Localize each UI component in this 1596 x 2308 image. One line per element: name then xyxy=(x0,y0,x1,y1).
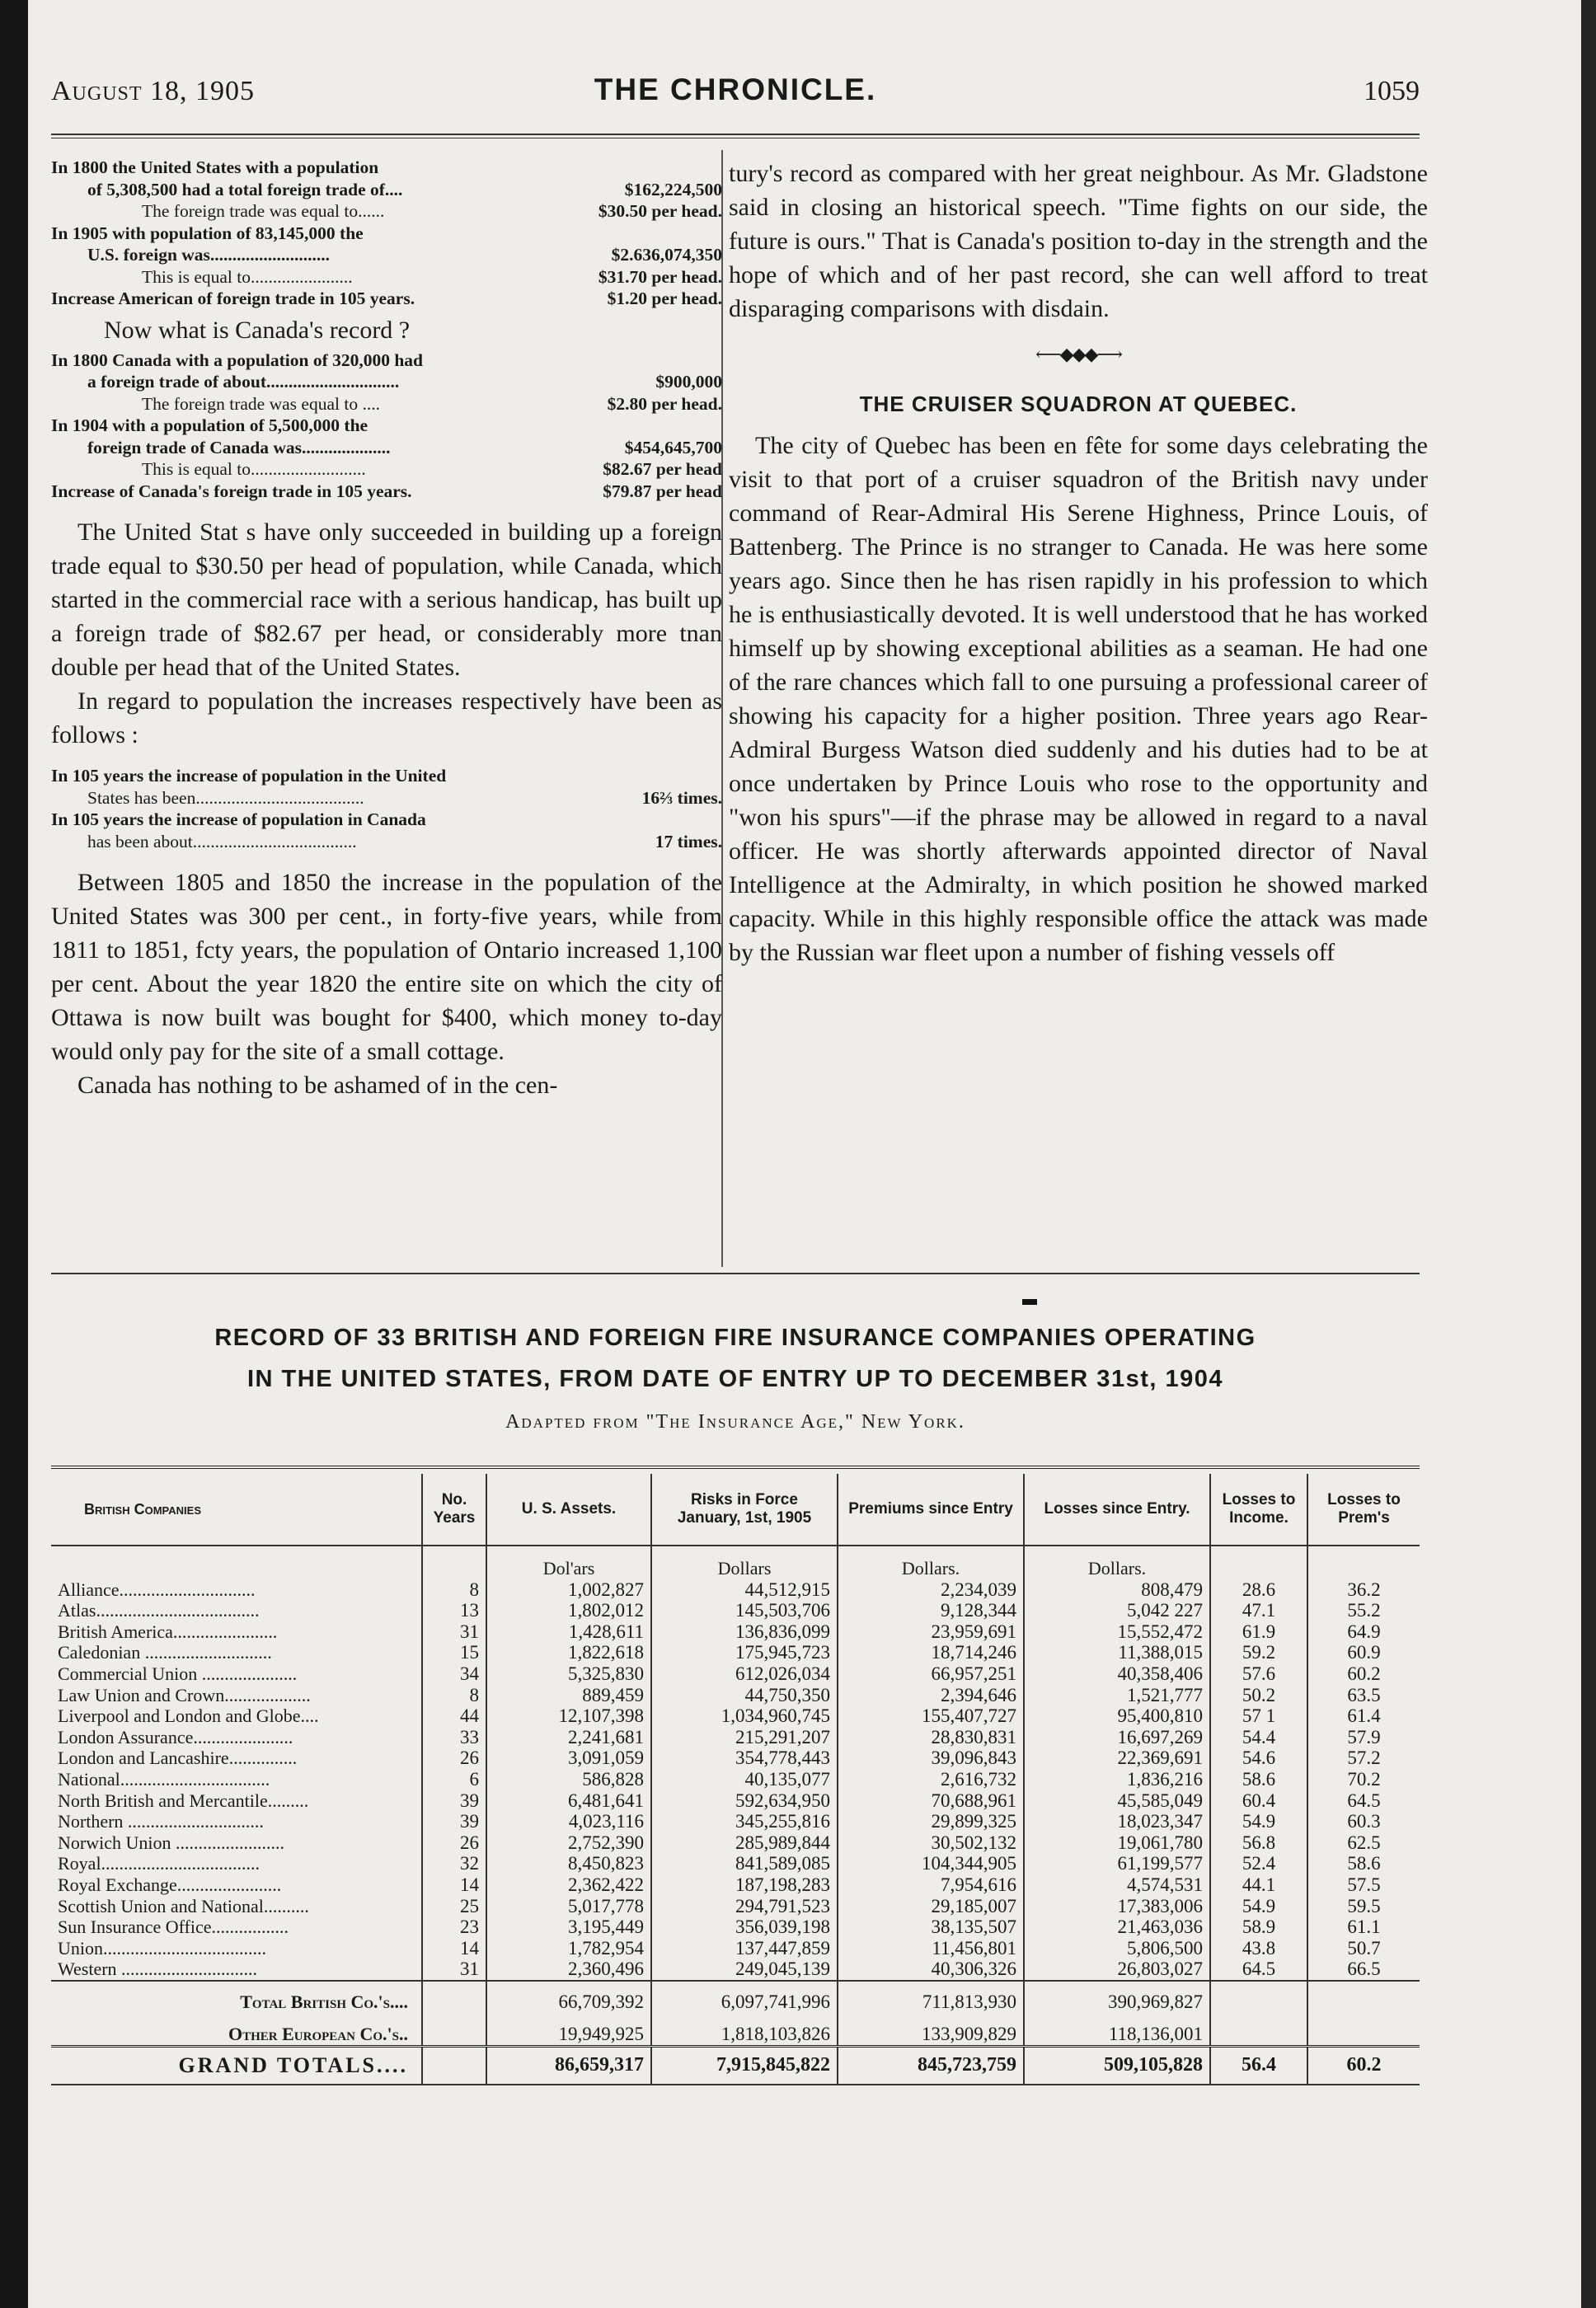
company-name: Royal................................... xyxy=(58,1853,261,1874)
page-right-edge xyxy=(1581,0,1596,2308)
table-cell: 60.3 xyxy=(1307,1811,1420,1832)
unit-label xyxy=(422,1546,486,1579)
statistic-value: $30.50 per head. xyxy=(598,201,722,221)
table-cell: 31 xyxy=(422,1959,486,1981)
unit-label xyxy=(1307,1546,1420,1579)
table-cell: 64.5 xyxy=(1307,1790,1420,1812)
table-title-line-1: RECORD OF 33 BRITISH AND FOREIGN FIRE INSURANCE COMPANIES OPERATING xyxy=(214,1325,1256,1351)
table-cell: 5,042 227 xyxy=(1024,1600,1210,1621)
statistic-line xyxy=(51,157,722,179)
statistic-value: $900,000 xyxy=(655,372,722,392)
table-cell: 44 xyxy=(422,1705,486,1727)
table-cell: 1,002,827 xyxy=(486,1579,651,1601)
table-row xyxy=(51,1916,1420,1938)
statistic-value: 17 times. xyxy=(655,831,722,851)
table-cell: 70,688,961 xyxy=(838,1790,1024,1812)
table-cell: 61.9 xyxy=(1210,1621,1307,1643)
table-row xyxy=(51,1685,1420,1706)
table-cell: 5,017,778 xyxy=(486,1896,651,1917)
statistic-text: foreign trade of Canada was.................... xyxy=(87,437,391,457)
table-row xyxy=(51,1621,1420,1643)
statistic-line xyxy=(51,458,722,481)
table-cell: 15,552,472 xyxy=(1024,1621,1210,1643)
statistic-text: This is equal to.......................... xyxy=(142,459,366,479)
table-cell: 12,107,398 xyxy=(486,1705,651,1727)
table-cell: 1,836,216 xyxy=(1024,1769,1210,1790)
table-cell: 294,791,523 xyxy=(651,1896,838,1917)
statistic-value: $82.67 per head xyxy=(603,459,722,479)
population-statistics xyxy=(51,765,722,852)
table-cell: 187,198,283 xyxy=(651,1874,838,1896)
column-header: U. S. Assets. xyxy=(486,1474,651,1546)
table-cell: 34 xyxy=(422,1663,486,1685)
table-row xyxy=(51,1727,1420,1748)
table-cell: 2,616,732 xyxy=(838,1769,1024,1790)
table-cell: 64.9 xyxy=(1307,1621,1420,1643)
table-cell: 592,634,950 xyxy=(651,1790,838,1812)
table-cell: 54.6 xyxy=(1210,1747,1307,1769)
table-cell: 59.2 xyxy=(1210,1642,1307,1663)
table-cell: 19,061,780 xyxy=(1024,1832,1210,1854)
table-cell: 15 xyxy=(422,1642,486,1663)
company-name: Sun Insurance Office................. xyxy=(58,1916,289,1938)
statistic-line xyxy=(51,179,722,201)
grand-total-cell: 56.4 xyxy=(1210,2047,1307,2085)
table-cell: 58.6 xyxy=(1210,1769,1307,1790)
table-cell: 6,481,641 xyxy=(486,1790,651,1812)
total-cell: 118,136,001 xyxy=(1024,2012,1210,2046)
statistic-value: $162,224,500 xyxy=(624,179,722,199)
table-cell: 9,128,344 xyxy=(838,1600,1024,1621)
table-cell: 841,589,085 xyxy=(651,1853,838,1874)
table-cell: 137,447,859 xyxy=(651,1938,838,1959)
table-row xyxy=(51,1579,1420,1601)
table-cell: 16,697,269 xyxy=(1024,1727,1210,1748)
statistic-text: a foreign trade of about.............................. xyxy=(87,372,400,392)
table-cell: 40,358,406 xyxy=(1024,1663,1210,1685)
table-row xyxy=(51,1811,1420,1832)
empty-cell xyxy=(422,2012,486,2046)
table-cell: 175,945,723 xyxy=(651,1642,838,1663)
table-cell: 7,954,616 xyxy=(838,1874,1024,1896)
table-cell: 354,778,443 xyxy=(651,1747,838,1769)
table-cell: 60.2 xyxy=(1307,1663,1420,1685)
statistic-text: has been about..................................... xyxy=(87,831,357,851)
total-label: Other European Co.'s.. xyxy=(228,2024,408,2045)
statistic-text: In 105 years the increase of population in Canada xyxy=(51,809,426,829)
statistic-text: of 5,308,500 had a total foreign trade of.... xyxy=(87,179,403,199)
table-cell: 70.2 xyxy=(1307,1769,1420,1790)
table-cell: 8 xyxy=(422,1579,486,1601)
table-row xyxy=(51,1663,1420,1685)
statistic-text: In 1905 with population of 83,145,000 the xyxy=(51,223,364,243)
table-cell: 26 xyxy=(422,1832,486,1854)
table-cell: 285,989,844 xyxy=(651,1832,838,1854)
statistic-line xyxy=(51,349,722,372)
table-cell: 60.9 xyxy=(1307,1642,1420,1663)
table-cell: 1,428,611 xyxy=(486,1621,651,1643)
table-cell: 249,045,139 xyxy=(651,1959,838,1981)
statistic-line xyxy=(51,266,722,288)
table-cell: 2,241,681 xyxy=(486,1727,651,1748)
table-cell: 50.7 xyxy=(1307,1938,1420,1959)
column-header: Premiums since Entry xyxy=(838,1474,1024,1546)
table-cell: 66,957,251 xyxy=(838,1663,1024,1685)
table-cell: 13 xyxy=(422,1600,486,1621)
total-label: Total British Co.'s.... xyxy=(51,1981,422,2013)
issue-date: August 18, 1905 xyxy=(51,76,256,106)
table-cell: 2,394,646 xyxy=(838,1685,1024,1706)
page-binding-edge xyxy=(0,0,28,2308)
table-cell: 58.9 xyxy=(1210,1916,1307,1938)
statistic-line xyxy=(51,831,722,853)
table-cell: 44,750,350 xyxy=(651,1685,838,1706)
table-cell: 18,714,246 xyxy=(838,1642,1024,1663)
table-cell: 56.8 xyxy=(1210,1832,1307,1854)
company-name: Atlas.................................... xyxy=(58,1600,260,1621)
table-cell: 44.1 xyxy=(1210,1874,1307,1896)
grand-total-cell: 60.2 xyxy=(1307,2047,1420,2085)
table-cell: 26,803,027 xyxy=(1024,1959,1210,1981)
section-rule xyxy=(51,1273,1420,1274)
statistic-value: 16⅔ times. xyxy=(641,787,722,808)
table-cell: 28,830,831 xyxy=(838,1727,1024,1748)
publication-title: THE CHRONICLE. xyxy=(594,73,877,106)
table-cell: 2,752,390 xyxy=(486,1832,651,1854)
canada-closing-paragraph: Canada has nothing to be ashamed of in the cen- xyxy=(77,1072,558,1099)
table-cell: 29,185,007 xyxy=(838,1896,1024,1917)
unit-label: Dollars. xyxy=(838,1546,1024,1579)
empty-cell xyxy=(422,2047,486,2085)
table-cell: 33 xyxy=(422,1727,486,1748)
cruiser-article-paragraph: The city of Quebec has been en fête for some days celebrating the visit to that port of a cruiser squadron of the British navy under command of Rear-Admiral His Serene Highness, Prince Louis, of Battenberg. The Prince is no stranger to Canada. He was here some years ago. Since then he has risen rapidly in his profession to which he is enthusiastically devoted. It is well understood that he has worked himself up by showing exceptional abilities as a seaman. He had one of the rare chances which fall to one pursuing a professional career of showing his capacity for a higher position. Three years ago Rear-Admiral Burgess Watson died suddenly and his duties had to be at once undertaken by Prince Louis who rose to the opportunity and "won his spurs"—if the phrase may be allowed in regard to a naval officer. He was shortly afterwards appointed director of Naval Intelligence at the Admiralty, in which position he showed marked capacity. While in this highly responsible office the attack was made by the Russian war fleet upon a number of fishing vessels off xyxy=(729,432,1428,966)
table-cell: 62.5 xyxy=(1307,1832,1420,1854)
table-top-rule xyxy=(51,1466,1420,1471)
table-cell: 155,407,727 xyxy=(838,1705,1024,1727)
table-row xyxy=(51,1959,1420,1981)
statistic-text: The foreign trade was equal to...... xyxy=(142,201,385,221)
company-name: British America....................... xyxy=(58,1621,278,1642)
unit-label: Dollars. xyxy=(1024,1546,1210,1579)
table-cell: 136,836,099 xyxy=(651,1621,838,1643)
table-cell: 1,822,618 xyxy=(486,1642,651,1663)
table-cell: 345,255,816 xyxy=(651,1811,838,1832)
table-row xyxy=(51,1600,1420,1621)
table-cell: 57.9 xyxy=(1307,1727,1420,1748)
statistic-line xyxy=(51,765,722,787)
table-row xyxy=(51,1853,1420,1874)
table-cell: 2,362,422 xyxy=(486,1874,651,1896)
company-name: Northern .............................. xyxy=(58,1811,264,1832)
column-header: Losses to Income. xyxy=(1210,1474,1307,1546)
column-header: Losses since Entry. xyxy=(1024,1474,1210,1546)
table-cell: 55.2 xyxy=(1307,1600,1420,1621)
statistic-value: $2.80 per head. xyxy=(607,393,722,414)
page-header xyxy=(51,73,1420,124)
table-cell: 2,234,039 xyxy=(838,1579,1024,1601)
table-cell: 57.5 xyxy=(1307,1874,1420,1896)
grand-total-cell: 509,105,828 xyxy=(1024,2047,1210,2085)
unit-label: Dol'ars xyxy=(486,1546,651,1579)
grand-total-cell: 86,659,317 xyxy=(486,2047,651,2085)
company-name: Alliance.............................. xyxy=(58,1579,256,1600)
table-cell: 8,450,823 xyxy=(486,1853,651,1874)
table-cell: 30,502,132 xyxy=(838,1832,1024,1854)
table-row xyxy=(51,1642,1420,1663)
statistic-line xyxy=(51,244,722,266)
column-header: No. Years xyxy=(422,1474,486,1546)
printer-mark xyxy=(1022,1299,1037,1305)
table-cell: 3,195,449 xyxy=(486,1916,651,1938)
table-row xyxy=(51,1790,1420,1812)
left-column xyxy=(51,157,722,1102)
company-name: North British and Mercantile......... xyxy=(58,1790,309,1811)
column-header: British Companies xyxy=(51,1474,422,1546)
table-cell: 32 xyxy=(422,1853,486,1874)
statistic-text: States has been...................................... xyxy=(87,787,364,808)
grand-total-label: GRAND TOTALS.... xyxy=(51,2047,422,2085)
statistic-line xyxy=(51,393,722,415)
table-cell: 59.5 xyxy=(1307,1896,1420,1917)
statistic-line xyxy=(51,371,722,393)
table-header-row xyxy=(51,1474,1420,1546)
total-cell: 6,097,741,996 xyxy=(651,1981,838,2013)
table-cell: 14 xyxy=(422,1938,486,1959)
table-cell: 104,344,905 xyxy=(838,1853,1024,1874)
table-cell: 40,306,326 xyxy=(838,1959,1024,1981)
company-name: Scottish Union and National.......... xyxy=(58,1895,309,1916)
total-row xyxy=(51,1981,1420,2013)
statistic-text: This is equal to....................... xyxy=(142,266,353,287)
company-name: National................................. xyxy=(58,1768,270,1790)
table-cell: 45,585,049 xyxy=(1024,1790,1210,1812)
table-cell: 356,039,198 xyxy=(651,1916,838,1938)
header-rule xyxy=(51,134,1420,138)
total-cell xyxy=(1307,1981,1420,2013)
statistic-text: Increase of Canada's foreign trade in 105 years. xyxy=(51,481,412,501)
statistic-value: $31.70 per head. xyxy=(598,266,722,287)
table-cell: 808,479 xyxy=(1024,1579,1210,1601)
statistic-line xyxy=(51,200,722,223)
table-cell: 145,503,706 xyxy=(651,1600,838,1621)
total-cell: 711,813,930 xyxy=(838,1981,1024,2013)
table-cell: 23,959,691 xyxy=(838,1621,1024,1643)
table-cell: 57 1 xyxy=(1210,1705,1307,1727)
statistic-line xyxy=(51,415,722,437)
table-title xyxy=(51,1317,1420,1400)
table-cell: 61,199,577 xyxy=(1024,1853,1210,1874)
column-header: Risks in Force January, 1st, 1905 xyxy=(651,1474,838,1546)
table-cell: 44,512,915 xyxy=(651,1579,838,1601)
table-row xyxy=(51,1769,1420,1790)
continuation-paragraph: tury's record as compared with her great neighbour. As Mr. Gladstone said in closing an historical speech. "Time fights on our side, the future is ours." That is Canada's position to-day in the strength and the hope of which and of her past record, she can well afford to treat disparaging comparisons with disdain. xyxy=(729,160,1428,322)
statistic-value: $2.636,074,350 xyxy=(611,245,722,265)
company-name: Liverpool and London and Globe.... xyxy=(58,1705,319,1727)
table-cell: 21,463,036 xyxy=(1024,1916,1210,1938)
total-cell xyxy=(1210,1981,1307,2013)
table-row xyxy=(51,1874,1420,1896)
statistic-text: The foreign trade was equal to .... xyxy=(142,393,380,414)
table-cell: 95,400,810 xyxy=(1024,1705,1210,1727)
statistic-text: In 1904 with a population of 5,500,000 the xyxy=(51,415,368,435)
table-cell: 26 xyxy=(422,1747,486,1769)
total-cell xyxy=(1210,2012,1307,2046)
table-cell: 17,383,006 xyxy=(1024,1896,1210,1917)
canada-trade-statistics xyxy=(51,349,722,503)
table-cell: 28.6 xyxy=(1210,1579,1307,1601)
statistic-line xyxy=(51,481,722,503)
company-name: Law Union and Crown................... xyxy=(58,1684,311,1705)
page-number: 1059 xyxy=(1364,76,1420,106)
company-name: Commercial Union ..................... xyxy=(58,1663,298,1684)
grand-total-cell: 845,723,759 xyxy=(838,2047,1024,2085)
table-cell: 1,802,012 xyxy=(486,1600,651,1621)
table-cell: 22,369,691 xyxy=(1024,1747,1210,1769)
table-source: Adapted from "The Insurance Age," New York. xyxy=(505,1411,965,1433)
population-intro-paragraph: In regard to population the increases respectively have been as follows : xyxy=(51,687,722,748)
empty-cell xyxy=(422,1981,486,2013)
trade-comparison-paragraph: The United Stat s have only succeeded in building up a foreign trade equal to $30.50 per head of population, while Canada, which started in the commercial race with a serious handicap, has built up a foreign trade of $82.67 per head, or considerably more tnan double per head that of the United States. xyxy=(51,518,722,681)
table-cell: 40,135,077 xyxy=(651,1769,838,1790)
table-cell: 3,091,059 xyxy=(486,1747,651,1769)
table-cell: 5,806,500 xyxy=(1024,1938,1210,1959)
table-cell: 25 xyxy=(422,1896,486,1917)
table-cell: 36.2 xyxy=(1307,1579,1420,1601)
table-cell: 14 xyxy=(422,1874,486,1896)
grand-total-cell: 7,915,845,822 xyxy=(651,2047,838,2085)
table-cell: 5,325,830 xyxy=(486,1663,651,1685)
table-cell: 11,388,015 xyxy=(1024,1642,1210,1663)
table-cell: 43.8 xyxy=(1210,1938,1307,1959)
table-cell: 23 xyxy=(422,1916,486,1938)
table-cell: 8 xyxy=(422,1685,486,1706)
table-cell: 61.4 xyxy=(1307,1705,1420,1727)
table-cell: 6 xyxy=(422,1769,486,1790)
statistic-text: Increase American of foreign trade in 105 years. xyxy=(51,288,415,308)
total-cell xyxy=(1307,2012,1420,2046)
table-cell: 52.4 xyxy=(1210,1853,1307,1874)
table-row xyxy=(51,1896,1420,1917)
table-title-line-2: IN THE UNITED STATES, FROM DATE OF ENTRY UP TO DECEMBER 31st, 1904 xyxy=(247,1366,1223,1392)
company-name: Royal Exchange....................... xyxy=(58,1874,282,1895)
table-cell: 889,459 xyxy=(486,1685,651,1706)
table-cell: 50.2 xyxy=(1210,1685,1307,1706)
table-cell: 54.9 xyxy=(1210,1811,1307,1832)
table-cell: 11,456,801 xyxy=(838,1938,1024,1959)
right-column xyxy=(729,157,1428,969)
statistic-line xyxy=(51,437,722,459)
company-name: Union.................................... xyxy=(58,1937,266,1959)
grand-total-row xyxy=(51,2047,1420,2085)
canada-record-question: Now what is Canada's record ? xyxy=(104,316,411,344)
table-cell: 63.5 xyxy=(1307,1685,1420,1706)
statistic-text: In 1800 the United States with a population xyxy=(51,157,379,177)
total-cell: 390,969,827 xyxy=(1024,1981,1210,2013)
table-cell: 54.9 xyxy=(1210,1896,1307,1917)
cruiser-article-title: THE CRUISER SQUADRON AT QUEBEC. xyxy=(859,392,1298,416)
population-history-paragraph: Between 1805 and 1850 the increase in the population of the United States was 300 per cent., in forty-five years, while from 1811 to 1851, fcty years, the population of Ontario increased 1,100 per cent. About the year 1820 the entire site on which the city of Ottawa is now built was bought for $400, which money to-day would only pay for the site of a small cottage. xyxy=(51,869,722,1065)
table-cell: 1,034,960,745 xyxy=(651,1705,838,1727)
unit-label: Dollars xyxy=(651,1546,838,1579)
table-cell: 612,026,034 xyxy=(651,1663,838,1685)
company-name: Norwich Union ........................ xyxy=(58,1832,284,1853)
table-row xyxy=(51,1747,1420,1769)
statistic-value: $454,645,700 xyxy=(624,437,722,457)
table-cell: 38,135,507 xyxy=(838,1916,1024,1938)
table-cell: 1,521,777 xyxy=(1024,1685,1210,1706)
company-name: London and Lancashire............... xyxy=(58,1747,298,1769)
statistic-value: $1.20 per head. xyxy=(607,288,722,308)
table-cell: 54.4 xyxy=(1210,1727,1307,1748)
table-cell: 18,023,347 xyxy=(1024,1811,1210,1832)
statistic-line xyxy=(51,288,722,310)
insurance-record-table xyxy=(51,1474,1420,2085)
section-ornament: ⟵◆◆◆⟶ xyxy=(1035,344,1121,364)
statistic-line xyxy=(51,223,722,245)
table-cell: 586,828 xyxy=(486,1769,651,1790)
table-cell: 58.6 xyxy=(1307,1853,1420,1874)
us-trade-statistics xyxy=(51,157,722,310)
table-row xyxy=(51,1832,1420,1854)
table-cell: 66.5 xyxy=(1307,1959,1420,1981)
unit-label xyxy=(51,1546,422,1579)
statistic-line xyxy=(51,787,722,809)
company-name: London Assurance...................... xyxy=(58,1726,293,1747)
statistic-text: In 105 years the increase of population in the United xyxy=(51,766,447,786)
table-cell: 39 xyxy=(422,1790,486,1812)
statistic-text: U.S. foreign was........................... xyxy=(87,245,331,265)
total-cell: 19,949,925 xyxy=(486,2012,651,2046)
table-body xyxy=(51,1546,1420,2085)
table-cell: 57.2 xyxy=(1307,1747,1420,1769)
statistic-line xyxy=(51,809,722,831)
table-cell: 31 xyxy=(422,1621,486,1643)
table-cell: 2,360,496 xyxy=(486,1959,651,1981)
table-cell: 47.1 xyxy=(1210,1600,1307,1621)
total-cell: 133,909,829 xyxy=(838,2012,1024,2046)
table-cell: 60.4 xyxy=(1210,1790,1307,1812)
company-name: Western .............................. xyxy=(58,1959,258,1980)
statistic-value: $79.87 per head xyxy=(603,481,722,501)
table-cell: 4,023,116 xyxy=(486,1811,651,1832)
table-cell: 61.1 xyxy=(1307,1916,1420,1938)
table-cell: 1,782,954 xyxy=(486,1938,651,1959)
company-name: Caledonian ............................ xyxy=(58,1642,272,1663)
table-cell: 64.5 xyxy=(1210,1959,1307,1981)
table-row xyxy=(51,1705,1420,1727)
table-cell: 4,574,531 xyxy=(1024,1874,1210,1896)
unit-label xyxy=(1210,1546,1307,1579)
table-cell: 29,899,325 xyxy=(838,1811,1024,1832)
statistic-text: In 1800 Canada with a population of 320,000 had xyxy=(51,349,424,370)
units-row xyxy=(51,1546,1420,1579)
total-cell: 66,709,392 xyxy=(486,1981,651,2013)
total-cell: 1,818,103,826 xyxy=(651,2012,838,2046)
table-cell: 39,096,843 xyxy=(838,1747,1024,1769)
table-cell: 57.6 xyxy=(1210,1663,1307,1685)
table-cell: 39 xyxy=(422,1811,486,1832)
table-cell: 215,291,207 xyxy=(651,1727,838,1748)
column-header: Losses to Prem's xyxy=(1307,1474,1420,1546)
total-row xyxy=(51,2012,1420,2046)
table-row xyxy=(51,1938,1420,1959)
